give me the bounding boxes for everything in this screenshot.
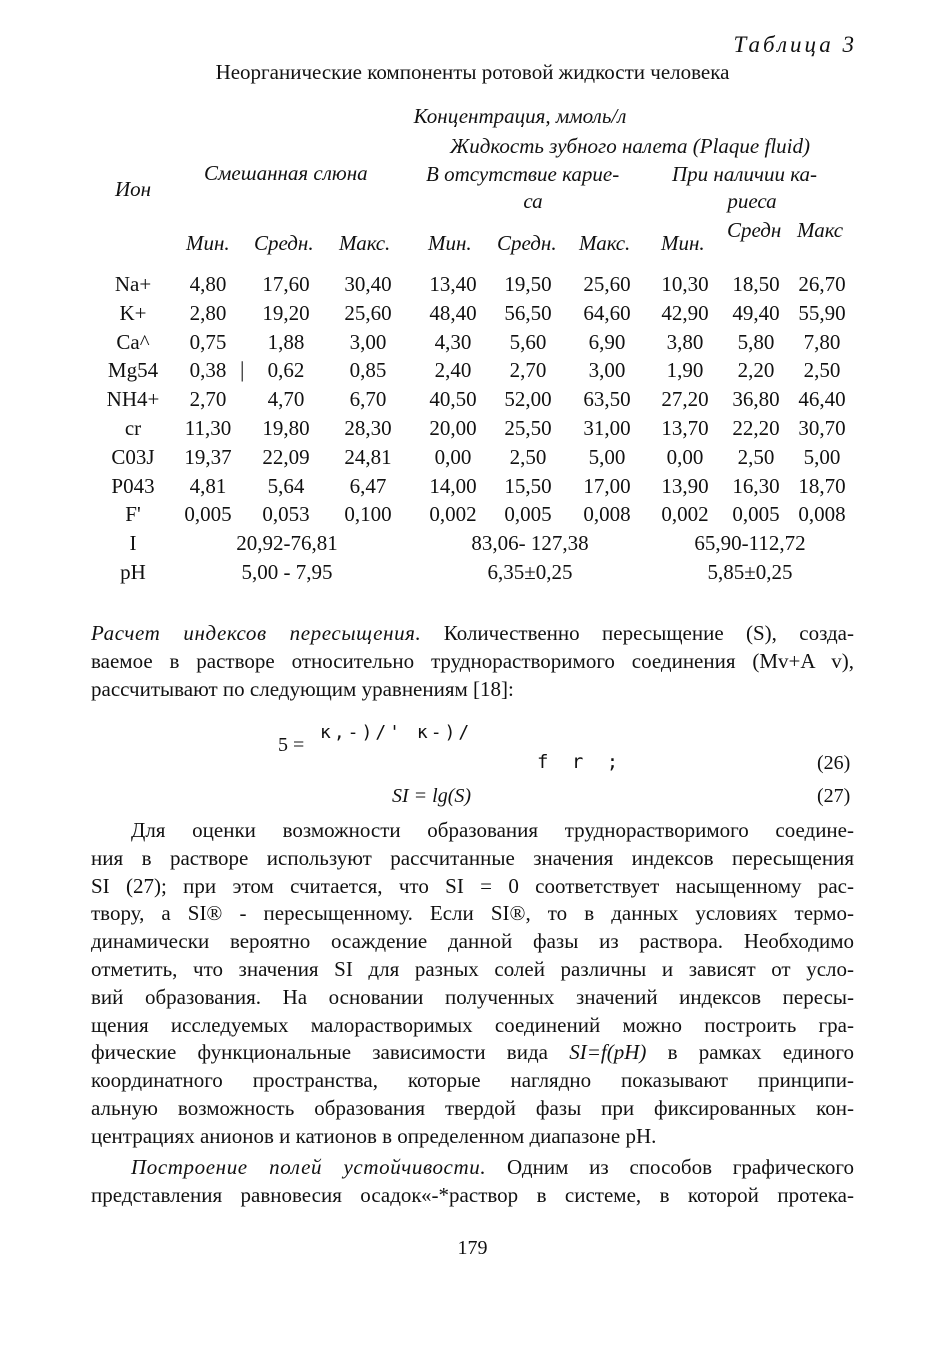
- table-cell: 0,002: [661, 502, 709, 527]
- text-line: твору, а SI® - пересыщенному. Если SI®, то в данных условиях термо-: [91, 901, 854, 926]
- table-cell: 0,002: [429, 502, 477, 527]
- text-line: в рамках единого: [667, 1040, 855, 1065]
- text-line: рассчитывают по следующим уравнениям [18]:: [91, 676, 514, 701]
- equation-27-number: (27): [817, 785, 851, 807]
- table-span-cell: 83,06- 127,38: [471, 531, 589, 556]
- table-cell: 24,81: [344, 444, 392, 469]
- ion-label: Na+: [114, 272, 152, 296]
- table-cell: 0,00: [666, 444, 704, 469]
- table-cell: 0,75: [189, 329, 227, 354]
- plaque-fluid-header: Жидкость зубного налета (Plaque fluid): [449, 134, 810, 158]
- table-cell: 63,50: [583, 387, 631, 412]
- table-cell: 3,00: [588, 358, 626, 383]
- saliva-header: Смешанная слюна: [204, 161, 368, 185]
- equation-26-left: 5 =: [278, 734, 305, 756]
- text-line: представления равновесия осадок«-*раствор в системе, в которой протека-: [91, 1182, 854, 1207]
- table-cell: 2,70: [509, 358, 547, 383]
- table-cell: 5,00: [588, 444, 626, 469]
- ion-label: Mg54: [107, 358, 159, 383]
- ion-label: I: [129, 531, 137, 556]
- subcol-header: Мин.: [186, 231, 230, 255]
- table-cell: 26,70: [798, 272, 846, 296]
- table-cell: 28,30: [344, 416, 392, 440]
- ion-label: P043: [111, 473, 155, 498]
- table-span-cell: 6,35±0,25: [487, 560, 573, 584]
- text-line: ния в растворе используют рассчитанные значения индексов пересыщения: [91, 845, 854, 870]
- table-cell: 30,70: [798, 416, 846, 440]
- table-cell: 2,40: [434, 358, 472, 383]
- subcol-header: Средн.: [497, 231, 557, 255]
- table-cell: 31,00: [583, 416, 631, 440]
- table-cell: 0,005: [504, 502, 552, 527]
- paragraph-supersaturation: [91, 620, 854, 703]
- text-line: Одним из способов графического: [507, 1155, 855, 1179]
- paragraph-stability-fields: [91, 1154, 854, 1210]
- ion-label: Ca^: [116, 329, 150, 354]
- no-caries-header-line1: В отсутствие карие-: [426, 162, 620, 186]
- table-cell: 40,50: [429, 387, 477, 412]
- text-line: динамически вероятно осаждение данной фазы из раствора. Необходимо: [91, 929, 854, 954]
- table-cell: 2,80: [189, 300, 227, 325]
- table-cell: 22,20: [732, 416, 780, 440]
- text-line: вий образования. На основании полученных значений индексов пересы-: [91, 984, 854, 1009]
- concentration-header: Концентрация, ммоль/л: [413, 104, 627, 128]
- table-cell: 0,005: [184, 502, 232, 527]
- subcol-header: Макс.: [339, 231, 391, 255]
- table-cell: 13,90: [661, 473, 709, 498]
- table-cell: 25,60: [583, 272, 631, 296]
- ion-label: pH: [120, 560, 146, 584]
- table-cell: 1,90: [666, 358, 704, 383]
- table-cell: 13,70: [661, 416, 709, 440]
- table-cell: 0,62: [267, 358, 305, 383]
- table-span-cell: 65,90-112,72: [694, 531, 806, 556]
- table-cell: 0,100: [344, 502, 392, 527]
- table-cell: 25,60: [344, 300, 392, 325]
- subcol-header: Средн.: [254, 231, 314, 255]
- table-cell: 42,90: [661, 300, 709, 325]
- ion-header: Ион: [115, 177, 152, 201]
- table-cell: 7,80: [803, 329, 841, 354]
- subcol-header: Мин.: [661, 231, 705, 255]
- table-cell: 22,09: [262, 444, 310, 469]
- table-cell: 17,60: [262, 272, 310, 296]
- table-cell: 19,50: [504, 272, 552, 296]
- table-cell: 19,80: [262, 416, 310, 440]
- table-cell: 18,50: [732, 272, 780, 296]
- formula: SI=f(pH): [569, 1040, 647, 1065]
- equation-26-fraction: к,-)/' к-)/: [320, 722, 473, 743]
- table-cell: 6,90: [588, 329, 626, 354]
- table-cell: 36,80: [732, 387, 780, 412]
- subcol-header: Макс.: [579, 231, 631, 255]
- table-cell: 20,00: [429, 416, 477, 440]
- table-cell: 2,50: [509, 444, 547, 469]
- table-cell: 56,50: [504, 300, 552, 325]
- table-cell: 0,053: [262, 502, 310, 527]
- text-line: координатного пространства, которые наглядно показывают принципи-: [91, 1068, 854, 1093]
- table-label: Таблица 3: [733, 32, 857, 57]
- table-cell: 5,00: [803, 444, 841, 469]
- table-cell: 55,90: [798, 300, 846, 325]
- table-cell: 4,30: [434, 329, 472, 354]
- table-cell: 13,40: [429, 272, 477, 296]
- table-cell: 5,60: [509, 329, 547, 354]
- table-cell: 19,37: [184, 444, 232, 469]
- table-cell: 2,70: [189, 387, 227, 412]
- ion-label: cr: [124, 416, 142, 440]
- subcol-header: Мин.: [428, 231, 472, 255]
- table-cell: 48,40: [429, 300, 477, 325]
- text-line: ваемое в растворе относительно труднорастворимого соединения (Mv+A v),: [91, 648, 854, 673]
- ion-label: NH4+: [106, 387, 160, 412]
- table-cell: 0,38: [189, 358, 227, 383]
- table-cell: 16,30: [732, 473, 780, 498]
- table-cell: 52,00: [504, 387, 552, 412]
- table-cell: 2,50: [803, 358, 841, 383]
- table-cell: 6,70: [349, 387, 387, 412]
- table-cell: 27,20: [661, 387, 709, 412]
- equation-27: SI = lg(S): [392, 785, 472, 807]
- table-cell: 18,70: [798, 473, 846, 498]
- paragraph-si-index: [91, 817, 854, 1151]
- table-cell: 2,50: [737, 444, 775, 469]
- table-cell: 46,40: [798, 387, 846, 412]
- table-cell: 10,30: [661, 272, 709, 296]
- text-line: альную возможность образования твердой фазы при фиксированных кон-: [91, 1095, 854, 1120]
- table-cell: 49,40: [732, 300, 780, 325]
- table-cell: 2,20: [737, 358, 775, 383]
- table-cell: 6,47: [349, 473, 387, 498]
- table-cell: 64,60: [583, 300, 631, 325]
- table-title: Неорганические компоненты ротовой жидкости человека: [215, 60, 730, 84]
- table-span-cell: 5,85±0,25: [707, 560, 793, 584]
- table-cell: 3,80: [666, 329, 704, 354]
- table-cell: 19,20: [262, 300, 310, 325]
- table-span-cell: 20,92-76,81: [236, 531, 338, 556]
- text-line: SI (27); при этом считается, что SI = 0 соответствует насыщенному рас-: [91, 873, 854, 898]
- text-line: центрациях анионов и катионов в определенном диапазоне pH.: [91, 1123, 657, 1148]
- text-line: фические функциональные зависимости вида: [91, 1040, 548, 1065]
- table-cell: 0,008: [798, 502, 846, 527]
- table-cell: 14,00: [429, 473, 477, 498]
- page-number: 179: [457, 1237, 488, 1259]
- table-cell: 15,50: [504, 473, 552, 498]
- table-cell: 0,00: [434, 444, 472, 469]
- table-cell: 30,40: [344, 272, 392, 296]
- table-cell: 0,85: [349, 358, 387, 383]
- equation-26-number: (26): [817, 752, 851, 774]
- table-cell: 25,50: [504, 416, 552, 440]
- no-caries-header-line2: са: [523, 189, 543, 213]
- table-cell: 5,80: [737, 329, 775, 354]
- text-line: щения исследуемых малорастворимых соединений можно построить гра-: [91, 1012, 854, 1037]
- stray-mark: |: [240, 357, 245, 382]
- text-line: Для оценки возможности образования труднорастворимого соедине-: [131, 818, 854, 842]
- ion-label: F': [125, 502, 141, 527]
- table-cell: 0,008: [583, 502, 631, 527]
- table-cell: 17,00: [583, 473, 631, 498]
- table-cell: 5,64: [267, 473, 305, 498]
- equation-26-tail: f r ;: [537, 751, 625, 773]
- table-cell: 4,81: [189, 473, 227, 498]
- caries-header-line2: риеса: [727, 189, 777, 213]
- section-lead: Построение полей устойчивости.: [131, 1155, 487, 1179]
- table-cell: 1,88: [267, 329, 305, 354]
- table-cell: 4,70: [267, 387, 305, 412]
- text-line: отметить, что значения SI для разных солей различны и зависят от усло-: [91, 956, 854, 981]
- section-lead: Расчет индексов пересыщения.: [91, 621, 422, 645]
- ion-label: K+: [119, 300, 147, 325]
- text-line: Количественно пересыщение (S), созда-: [443, 621, 854, 645]
- caries-header-line1: При наличии ка-: [672, 162, 818, 186]
- subcol-header: Макс: [797, 218, 844, 242]
- table-span-cell: 5,00 - 7,95: [241, 560, 333, 584]
- table-cell: 3,00: [349, 329, 387, 354]
- ion-label: C03J: [111, 444, 155, 469]
- table-cell: 11,30: [184, 416, 232, 440]
- subcol-header: Средн: [727, 218, 782, 242]
- table-cell: 4,80: [189, 272, 227, 296]
- table-cell: 0,005: [732, 502, 780, 527]
